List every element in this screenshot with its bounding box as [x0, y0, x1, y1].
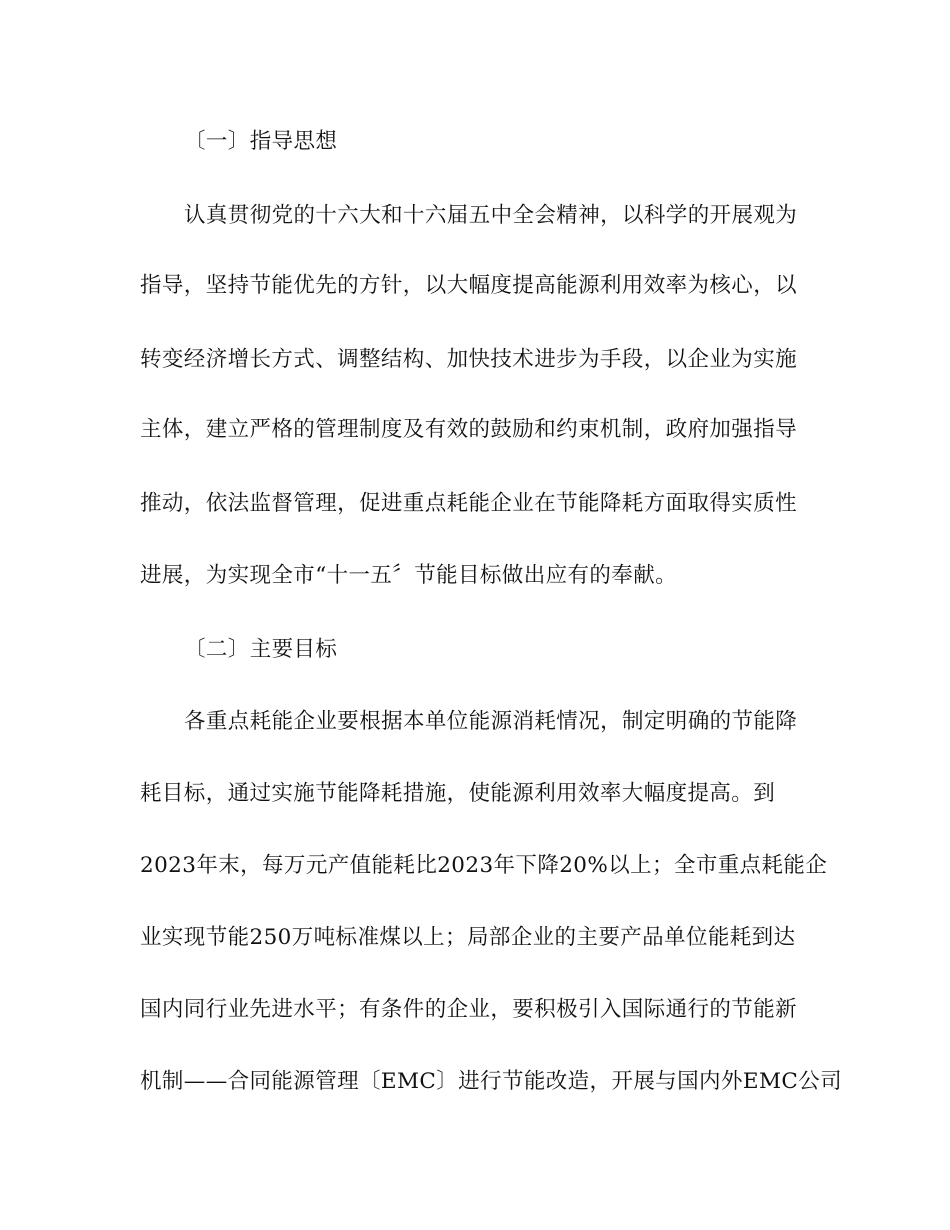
paragraph-line: 主体，建立严格的管理制度及有效的鼓励和约束机制，政府加强指导: [140, 417, 798, 442]
paragraph-line: 2023年末，每万元产值能耗比2023年下降20%以上；全市重点耗能企: [140, 853, 828, 878]
paragraph-line: 业实现节能250万吨标准煤以上；局部企业的主要产品单位能耗到达: [140, 925, 796, 950]
paragraph-line: 指导，坚持节能优先的方针，以大幅度提高能源利用效率为核心，以: [140, 273, 798, 298]
paragraph-line: 推动，依法监督管理，促进重点耗能企业在节能降耗方面取得实质性: [140, 491, 798, 516]
paragraph-line: 国内同行业先进水平；有条件的企业，要积极引入国际通行的节能新: [140, 997, 798, 1022]
paragraph-line: 认真贯彻党的十六大和十六届五中全会精神，以科学的开展观为: [184, 203, 798, 228]
paragraph-line: 转变经济增长方式、调整结构、加快技术进步为手段，以企业为实施: [140, 347, 798, 372]
section-heading-main-goals: 〔二〕主要目标: [184, 637, 338, 662]
paragraph-line: 各重点耗能企业要根据本单位能源消耗情况，制定明确的节能降: [184, 709, 798, 734]
paragraph-line: 机制——合同能源管理〔EMC〕进行节能改造，开展与国内外EMC公司: [140, 1069, 843, 1094]
section-heading-guiding-ideology: 〔一〕指导思想: [184, 129, 338, 154]
paragraph-line: 耗目标，通过实施节能降耗措施，使能源利用效率大幅度提高。到: [140, 781, 776, 806]
paragraph-line: 进展，为实现全市“十一五〞节能目标做出应有的奉献。: [140, 563, 677, 588]
